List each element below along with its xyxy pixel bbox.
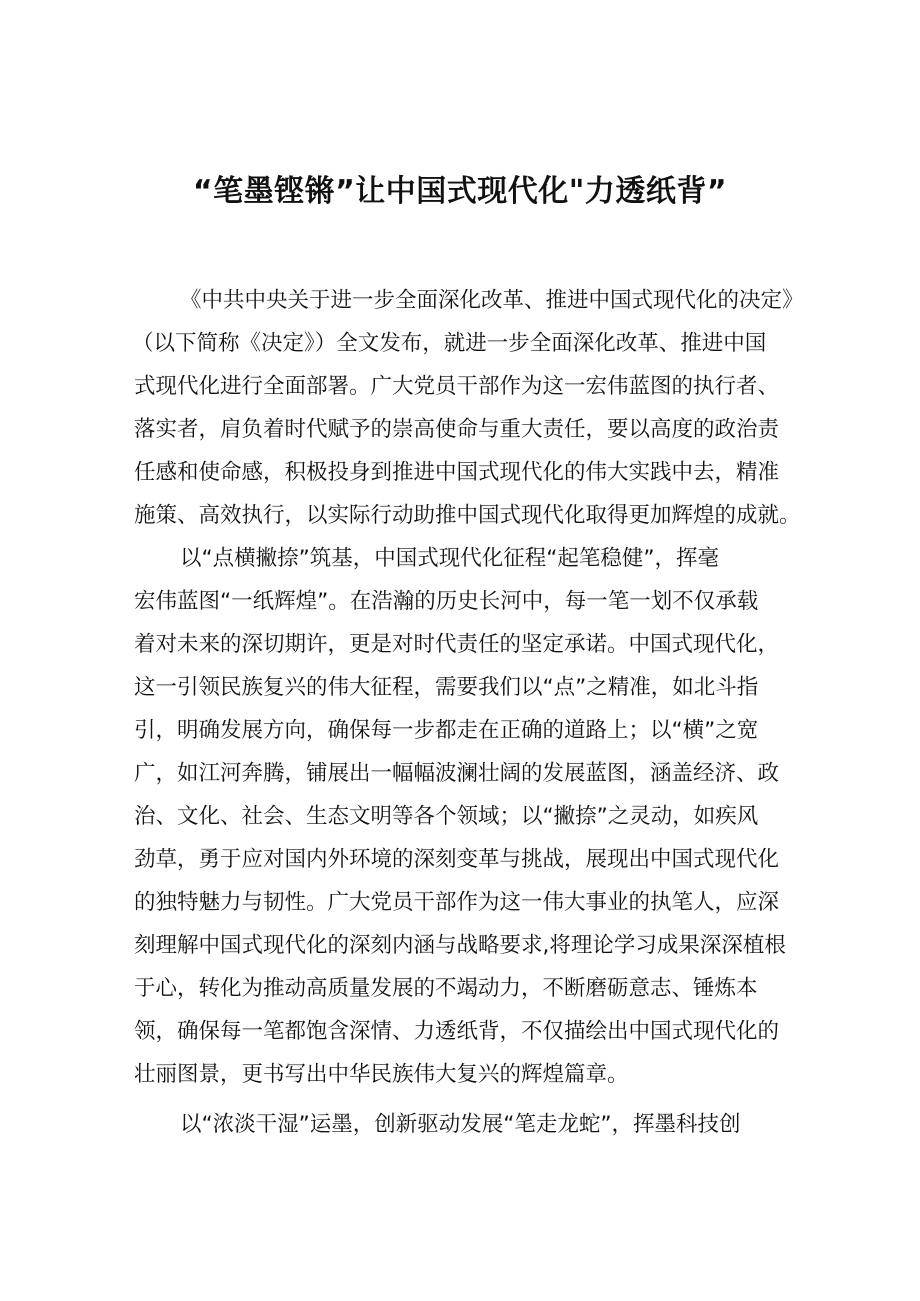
paragraph-1-line-2: （以下简称《决定》）全文发布，就进一步全面深化改革、推进中国 xyxy=(132,331,767,356)
paragraph-3-line-1: 以“浓淡干湿”运墨，创新驱动发展“笔走龙蛇”，挥墨科技创 xyxy=(180,1112,741,1137)
paragraph-2-line-8: 劲草，勇于应对国内外环境的深刻变革与挑战，展现出中国式现代化 xyxy=(134,847,780,872)
paragraph-2-line-2: 宏伟蓝图“一纸辉煌”。在浩瀚的历史长河中，每一笔一划不仅承载 xyxy=(134,589,759,614)
paragraph-2-line-4: 这一引领民族复兴的伟大征程，需要我们以“点”之精准，如北斗指 xyxy=(134,675,759,700)
document-title: “笔墨铿锵”让中国式现代化"力透纸背” xyxy=(192,174,728,209)
paragraph-1-line-6: 施策、高效执行，以实际行动助推中国式现代化取得更加辉煌的成就。 xyxy=(134,503,801,528)
paragraph-2-line-5: 引，明确发展方向，确保每一步都走在正确的道路上；以“横”之宽 xyxy=(134,718,759,743)
paragraph-1-line-4: 落实者，肩负着时代赋予的崇高使命与重大责任，要以高度的政治责 xyxy=(134,417,780,442)
paragraph-2-line-12: 领，确保每一笔都饱含深情、力透纸背，不仅描绘出中国式现代化的 xyxy=(134,1019,780,1044)
paragraph-1-line-3: 式现代化进行全面部署。广大党员干部作为这一宏伟蓝图的执行者、 xyxy=(134,374,780,399)
paragraph-1-line-5: 任感和使命感，积极投身到推进中国式现代化的伟大实践中去，精准 xyxy=(134,460,780,485)
paragraph-2-line-6: 广，如江河奔腾，铺展出一幅幅波澜壮阔的发展蓝图，涵盖经济、政 xyxy=(134,761,780,786)
paragraph-2-line-1: 以“点横撇捺”筑基，中国式现代化征程“起笔稳健”，挥毫 xyxy=(180,546,720,571)
paragraph-2-line-13: 壮丽图景，更书写出中华民族伟大复兴的辉煌篇章。 xyxy=(134,1062,629,1087)
paragraph-2-line-10: 刻理解中国式现代化的深刻内涵与战略要求,将理论学习成果深深植根 xyxy=(134,933,786,958)
paragraph-2-line-7: 治、文化、社会、生态文明等各个领域；以“撇捺”之灵动，如疾风 xyxy=(134,804,759,829)
paragraph-2-line-3: 着对未来的深切期许，更是对时代责任的坚定承诺。中国式现代化， xyxy=(134,632,780,657)
paragraph-2-line-9: 的独特魅力与韧性。广大党员干部作为这一伟大事业的执笔人，应深 xyxy=(134,890,780,915)
paragraph-1-line-1: 《中共中央关于进一步全面深化改革、推进中国式现代化的决定》 xyxy=(180,288,804,313)
paragraph-2-line-11: 于心，转化为推动高质量发展的不竭动力，不断磨砺意志、锤炼本 xyxy=(134,976,758,1001)
